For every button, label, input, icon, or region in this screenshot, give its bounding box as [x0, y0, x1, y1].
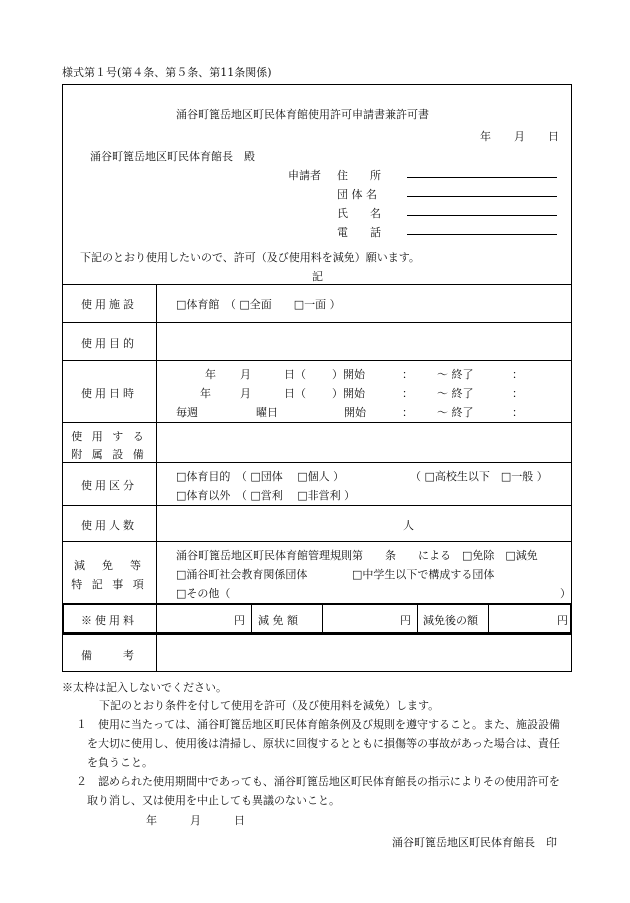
- condition-1c: を負うこと。: [87, 756, 153, 769]
- fee-divider: [488, 603, 489, 634]
- permit-year: 年: [146, 814, 157, 827]
- permit-month: 月: [190, 814, 201, 827]
- fee-divider: [251, 603, 252, 634]
- fee-divider: [322, 603, 323, 634]
- org-name-field[interactable]: [407, 196, 557, 197]
- permit-text: 下記のとおり条件を付して使用を許可（及び使用料を減免）します。: [99, 699, 440, 712]
- dt2-day: 日（: [284, 387, 306, 400]
- category-sports[interactable]: □体育目的 （ □団体 □個人 ）: [176, 470, 345, 483]
- fee-yen: 円: [234, 614, 245, 627]
- table-line: [62, 541, 572, 542]
- date-month: 月: [514, 130, 525, 143]
- phone-field[interactable]: [407, 234, 557, 235]
- dt2-start: ）開始: [332, 387, 365, 400]
- facility-options[interactable]: □体育館 （ □全面 □一面 ）: [176, 298, 341, 311]
- dt2-year: 年: [200, 387, 211, 400]
- signer: 涌谷町篦岳地区町民体育館長 印: [392, 836, 557, 849]
- reduction-amount-yen: 円: [400, 614, 411, 627]
- address-label: 住 所: [337, 169, 381, 182]
- dt1-colon: ：: [402, 368, 413, 381]
- form-number: 様式第１号(第４条、第５条、第11条関係): [62, 66, 272, 79]
- dt2-month: 月: [240, 387, 251, 400]
- category-other[interactable]: □体育以外 （ □営利 □非営利 ）: [176, 489, 356, 502]
- dt2-colon: ：: [402, 387, 413, 400]
- table-line: [62, 422, 572, 423]
- dt2-colon2: ：: [512, 387, 523, 400]
- reduction-other[interactable]: □その他（: [176, 587, 231, 600]
- reduction-rule[interactable]: 涌谷町篦岳地区町民体育館管理規則第 条 による □免除 □減免: [176, 549, 538, 562]
- dt1-end: ～ 終了: [437, 368, 474, 381]
- fee-label: ※使用料: [81, 614, 137, 627]
- reduction-amount-label: 減 免 額: [258, 614, 298, 627]
- dt1-colon2: ：: [512, 368, 523, 381]
- reduction-label-1: 減 免 等: [74, 559, 144, 572]
- after-reduction-label: 減免後の額: [423, 614, 478, 627]
- category-age[interactable]: （ □高校生以下 □一般 ）: [410, 470, 548, 483]
- table-line: [62, 322, 572, 323]
- equipment-label-2: 附 属 設 備: [71, 448, 147, 461]
- addressee: 涌谷町篦岳地区町民体育館長 殿: [90, 150, 255, 163]
- table-line: [62, 462, 572, 463]
- table-line: [62, 284, 572, 285]
- reduction-label-2: 特 記 事 項: [71, 578, 147, 591]
- dt3-start: 開始: [344, 406, 366, 419]
- dt1-month: 月: [240, 368, 251, 381]
- count-label: 使用人数: [81, 519, 137, 532]
- condition-1b: を大切に使用し、使用後は清掃し、原状に回復するとともに損傷等の事故があった場合は、責任: [87, 737, 560, 750]
- dt1-year: 年: [205, 368, 216, 381]
- address-field[interactable]: [407, 177, 557, 178]
- dt3-weekly: 毎週: [176, 406, 198, 419]
- dt3-end: ～ 終了: [437, 406, 474, 419]
- dt1-day: 日（: [284, 368, 306, 381]
- ki-label: 記: [312, 270, 323, 283]
- table-line: [62, 505, 572, 506]
- table-line: [62, 634, 572, 635]
- permit-day: 日: [234, 814, 245, 827]
- dt3-colon: ：: [402, 406, 413, 419]
- date-year: 年: [480, 130, 491, 143]
- name-field[interactable]: [407, 215, 557, 216]
- dt3-colon2: ：: [512, 406, 523, 419]
- datetime-label: 使用日時: [81, 387, 137, 400]
- condition-2b: 取り消し、又は使用を中止しても異議のないこと。: [87, 794, 340, 807]
- remarks-label: 備 考: [81, 649, 137, 662]
- equipment-label-1: 使 用 す る: [71, 430, 147, 443]
- fee-divider: [417, 603, 418, 634]
- purpose-label: 使用目的: [81, 337, 137, 350]
- count-unit: 人: [403, 519, 414, 532]
- reduction-other-close: ）: [560, 587, 571, 600]
- org-name-label: 団 体 名: [337, 188, 377, 201]
- condition-1a: １ 使用に当たっては、涌谷町篦岳地区町民体育館条例及び規則を遵守すること。また、施設設備: [76, 718, 560, 731]
- reduction-social-group[interactable]: □涌谷町社会教育関係団体: [176, 568, 308, 581]
- facility-label: 使用施設: [81, 298, 137, 311]
- note-thick-frame: ※太枠は記入しないでください。: [62, 681, 227, 694]
- dt2-end: ～ 終了: [437, 387, 474, 400]
- applicant-label: 申請者: [288, 169, 321, 182]
- form-title: 涌谷町篦岳地区町民体育館使用許可申請書兼許可書: [176, 108, 429, 121]
- request-text: 下記のとおり使用したいので、許可（及び使用料を減免）願います。: [80, 251, 420, 264]
- after-reduction-yen: 円: [557, 614, 568, 627]
- phone-label: 電 話: [337, 226, 381, 239]
- date-day: 日: [548, 130, 559, 143]
- dt3-weekday: 曜日: [256, 406, 278, 419]
- name-label: 氏 名: [337, 207, 381, 220]
- condition-2a: ２ 認められた使用期間中であっても、涌谷町篦岳地区町民体育館長の指示によりその使用許可を: [76, 775, 560, 788]
- table-line: [62, 360, 572, 361]
- dt1-start: ）開始: [332, 368, 365, 381]
- category-label: 使用区分: [81, 479, 137, 492]
- reduction-junior-group[interactable]: □中学生以下で構成する団体: [352, 568, 495, 581]
